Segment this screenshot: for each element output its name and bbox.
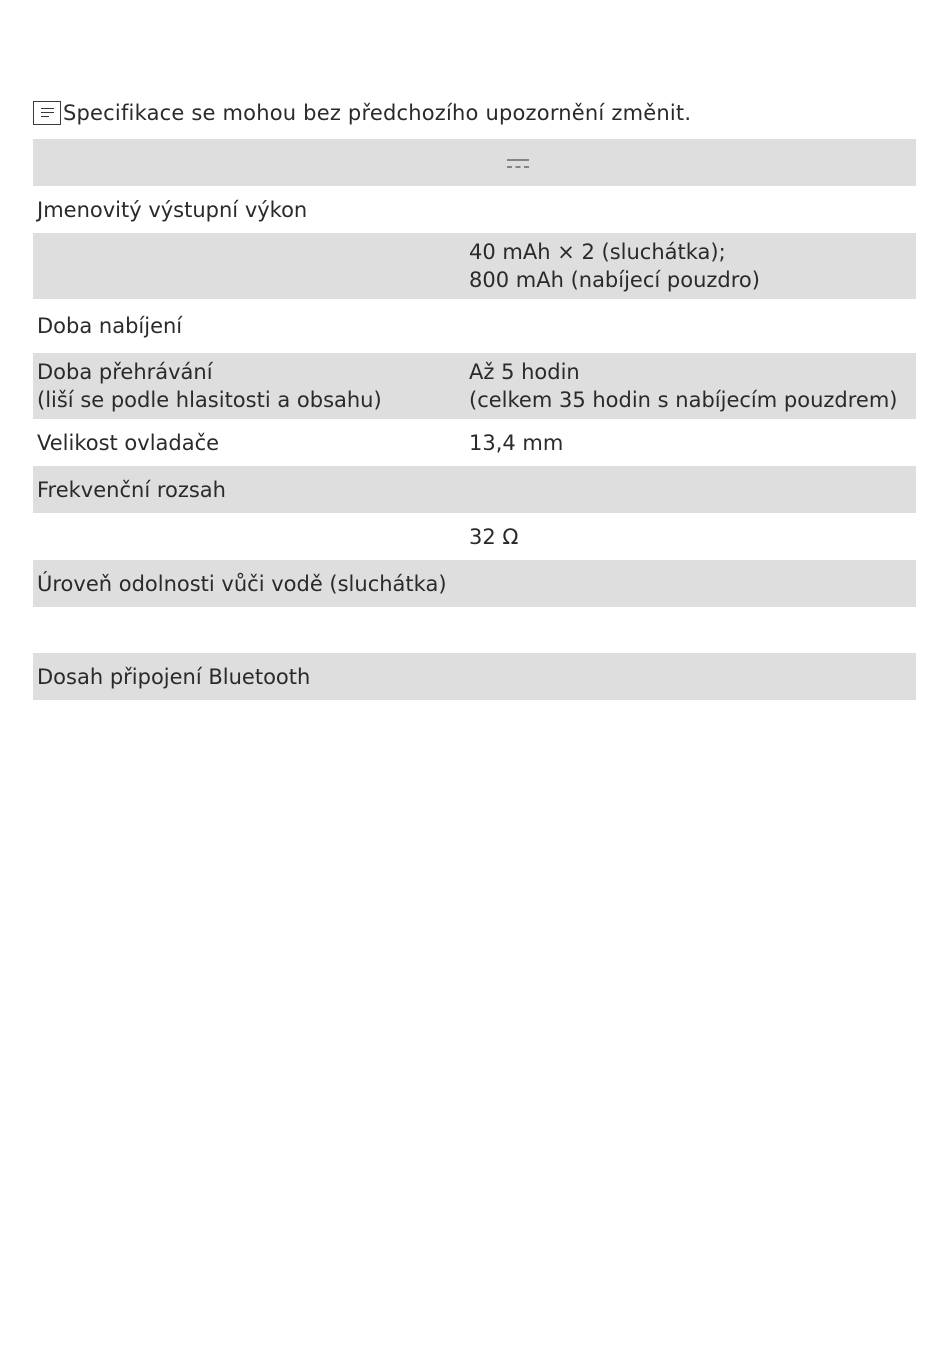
table-row: [33, 353, 916, 419]
table-row: [33, 560, 916, 607]
row-value: [469, 233, 914, 299]
table-row: [33, 299, 916, 353]
dc-symbol-icon: [507, 158, 529, 170]
table-row: [33, 607, 916, 653]
row-value: [469, 353, 914, 419]
table-row: [33, 653, 916, 700]
table-row: [33, 466, 916, 513]
spec-change-note: [33, 100, 691, 126]
row-value: [469, 607, 914, 653]
value-line: 800 mAh (nabíjecí pouzdro): [469, 268, 760, 292]
row-value: [469, 653, 914, 700]
label-line: Doba přehrávání: [37, 360, 213, 384]
row-label: Jmenovitý výstupní výkon: [37, 197, 308, 222]
row-label: [37, 233, 467, 299]
row-value: [469, 560, 914, 607]
table-row: [33, 419, 916, 466]
row-label: Frekvenční rozsah: [37, 477, 226, 502]
value-line: 40 mAh × 2 (sluchátka);: [469, 240, 726, 264]
row-label: Velikost ovladače: [37, 430, 220, 455]
table-row: [33, 513, 916, 560]
row-label: [37, 353, 467, 419]
note-icon: [33, 101, 61, 125]
row-label: [37, 513, 467, 560]
row-value: 13,4 mm: [469, 430, 564, 455]
table-row: [33, 233, 916, 299]
row-label: [37, 607, 467, 653]
specifications-table: [33, 139, 916, 700]
row-value: [469, 186, 914, 233]
table-row: [33, 186, 916, 233]
row-label: Dosah připojení Bluetooth: [37, 664, 311, 689]
table-header-row: [33, 139, 916, 186]
row-value: [469, 299, 914, 353]
note-text: Specifikace se mohou bez předchozího upozornění změnit.: [63, 101, 692, 125]
row-label: Úroveň odolnosti vůči vodě (sluchátka): [37, 571, 447, 596]
label-line: (liší se podle hlasitosti a obsahu): [37, 388, 382, 412]
row-value: 32 Ω: [469, 524, 519, 549]
row-label: Doba nabíjení: [37, 314, 183, 338]
value-line: (celkem 35 hodin s nabíjecím pouzdrem): [469, 388, 898, 412]
value-line: Až 5 hodin: [469, 360, 580, 384]
row-value: [469, 466, 914, 513]
